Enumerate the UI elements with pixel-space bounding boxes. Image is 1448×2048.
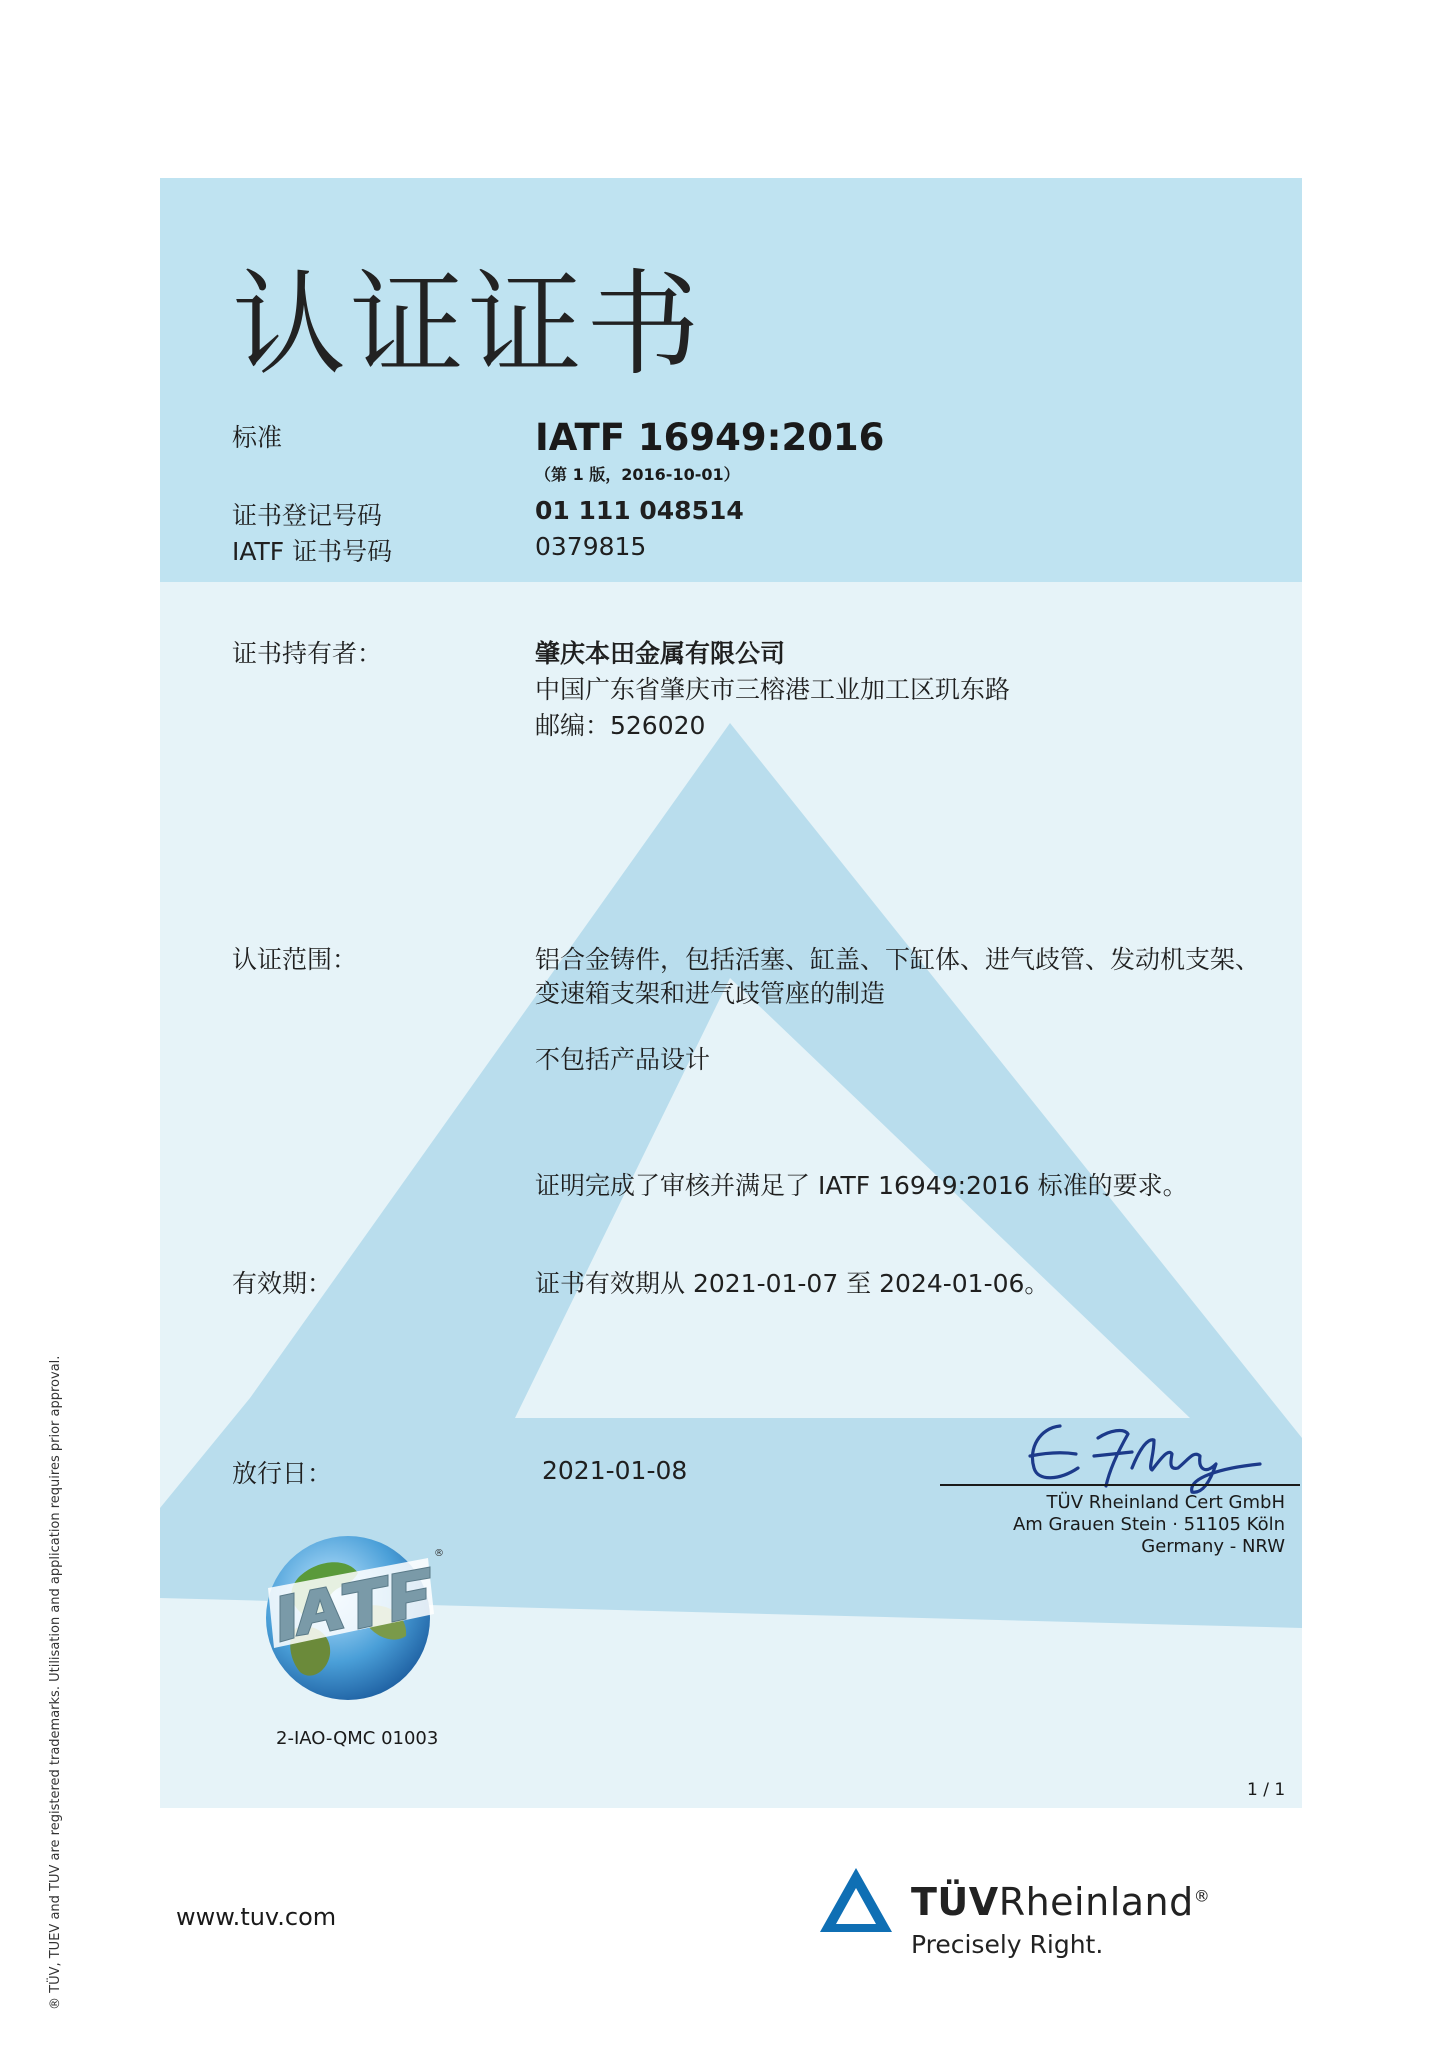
standard-value: IATF 16949:2016: [535, 416, 885, 459]
iatf-globe-logo: [238, 1518, 448, 1708]
holder-postcode: 邮编：526020: [535, 711, 706, 740]
issuer-name: TÜV Rheinland Cert GmbH: [1046, 1492, 1285, 1513]
tuv-tagline: Precisely Right.: [911, 1930, 1104, 1959]
signature-line: [940, 1484, 1300, 1486]
conformity-statement: 证明完成了审核并满足了 IATF 16949:2016 标准的要求。: [535, 1171, 1188, 1200]
footer-website-link[interactable]: www.tuv.com: [176, 1903, 337, 1931]
iatf-number-label: IATF 证书号码: [232, 537, 393, 566]
trademark-side-note: ® TÜV, TUEV and TUV are registered trademarks. Utilisation and application requires prior approval.: [48, 1355, 63, 2010]
scope-line-2: 变速箱支架和进气歧管座的制造: [535, 979, 886, 1008]
brand-registered-mark: ®: [1193, 1886, 1211, 1906]
tuv-rheinland-wordmark: [911, 1880, 1210, 1924]
iatf-number-value: 0379815: [535, 532, 647, 561]
iatf-logo-code: 2-IAO-QMC 01003: [276, 1728, 439, 1749]
issue-date-label: 放行日：: [232, 1459, 333, 1488]
svg-text:®: ®: [434, 1548, 444, 1559]
brand-rest: Rheinland: [998, 1880, 1194, 1924]
standard-edition: （第 1 版，2016-10-01）: [535, 465, 740, 484]
scope-exclusion: 不包括产品设计: [535, 1045, 711, 1074]
scope-label: 认证范围：: [232, 945, 358, 974]
standard-label: 标准: [232, 423, 283, 452]
holder-name: 肇庆本田金属有限公司: [535, 639, 786, 668]
validity-value: 证书有效期从 2021-01-07 至 2024-01-06。: [535, 1269, 1050, 1298]
issuer-address-line-1: Am Grauen Stein · 51105 Köln: [1012, 1514, 1285, 1535]
registration-label: 证书登记号码: [232, 501, 383, 530]
certificate-title: 认证证书: [232, 258, 705, 391]
page-number: 1 / 1: [1247, 1780, 1286, 1800]
scope-line-1: 铝合金铸件，包括活塞、缸盖、下缸体、进气歧管、发动机支架、: [535, 945, 1261, 974]
holder-label: 证书持有者：: [232, 639, 383, 668]
holder-address: 中国广东省肇庆市三榕港工业加工区玑东路: [535, 675, 1011, 704]
issue-date-value: 2021-01-08: [542, 1456, 688, 1485]
validity-label: 有效期：: [232, 1269, 333, 1298]
issuer-address-line-2: Germany - NRW: [1141, 1536, 1285, 1557]
tuv-triangle-icon: [818, 1866, 894, 1934]
brand-bold: TÜV: [911, 1880, 999, 1924]
registration-value: 01 111 048514: [535, 496, 744, 525]
